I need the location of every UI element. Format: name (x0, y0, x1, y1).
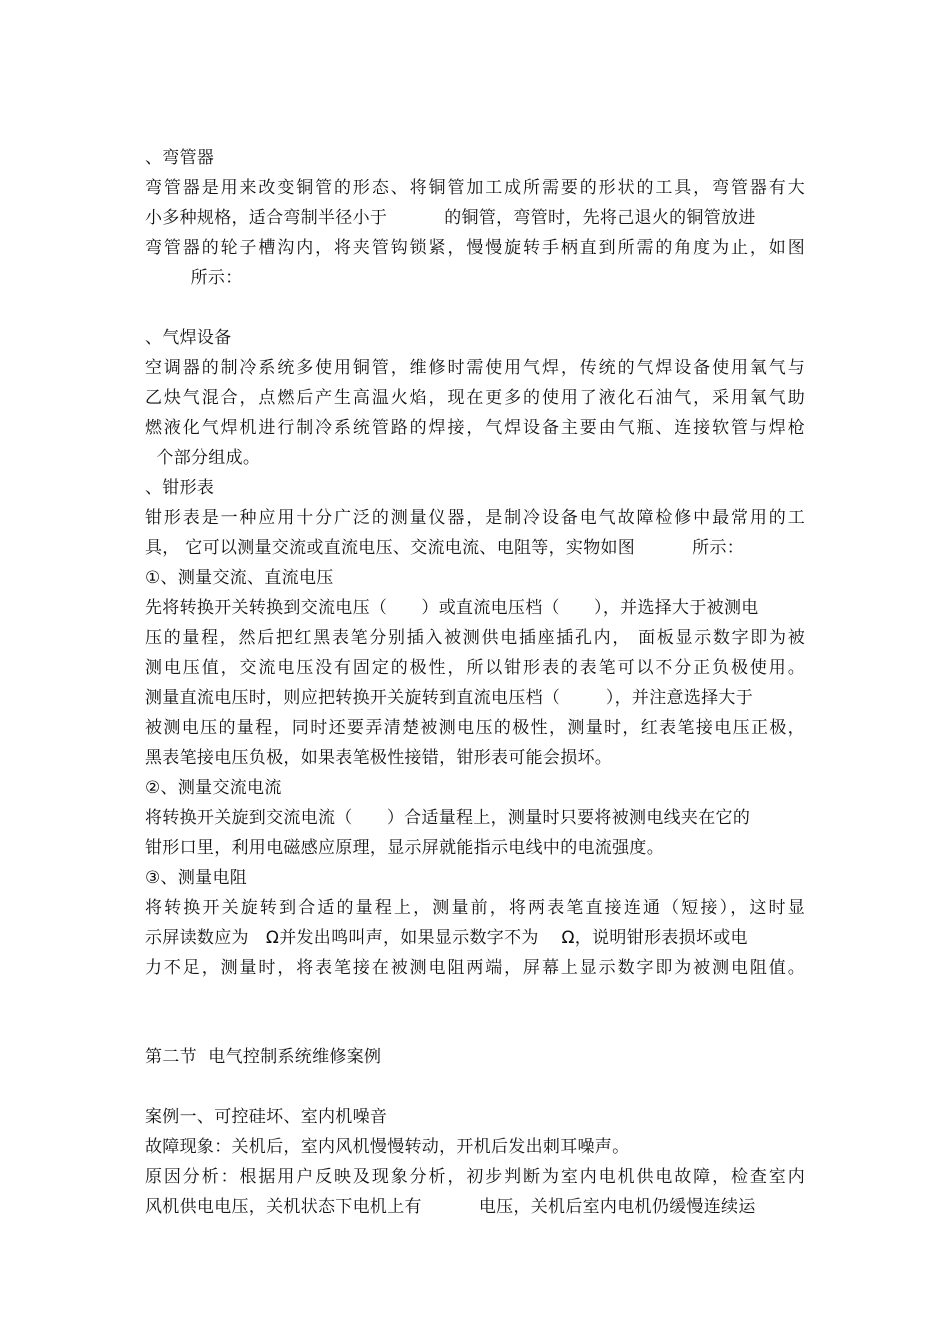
paragraph-line: 将转换开关旋到交流电流（ ）合适量程上，测量时只要将被测电线夹在它的 (145, 808, 751, 828)
paragraph-line: 原因分析：根据用户反映及现象分析，初步判断为室内电机供电故障，检查室内 (145, 1167, 805, 1187)
subheading-current: ②、测量交流电流 (145, 778, 282, 798)
paragraph-line: 测量直流电压时，则应把转换开关旋转到直流电压档（ ），并注意选择大于 (145, 688, 754, 708)
paragraph-line: 燃液化气焊机进行制冷系统管路的焊接，气焊设备主要由气瓶、连接软管与焊枪 (145, 418, 805, 438)
paragraph-line: 所示： (145, 268, 243, 288)
paragraph-line: 压的量程，然后把红黑表笔分别插入被测供电插座插孔内， 面板显示数字即为被 (145, 628, 805, 648)
paragraph-line: 个部分组成。 (145, 448, 261, 468)
paragraph-line: 将转换开关旋转到合适的量程上，测量前，将两表笔直接连通（短接），这时显 (145, 898, 805, 918)
paragraph-line: 黑表笔接电压负极，如果表笔极性接错，钳形表可能会损坏。 (145, 748, 613, 768)
paragraph-line: 测电压值，交流电压没有固定的极性，所以钳形表的表笔可以不分正负极使用。 (145, 658, 805, 678)
section-heading-bender: 、弯管器 (145, 148, 215, 168)
subheading-voltage: ①、测量交流、直流电压 (145, 568, 334, 588)
paragraph-line: 风机供电电压，关机状态下电机上有 电压，关机后室内电机仍缓慢连续运 (145, 1197, 756, 1217)
paragraph-line: 小多种规格，适合弯制半径小于 的铜管，弯管时，先将己退火的铜管放进 (145, 208, 756, 228)
paragraph-line: 空调器的制冷系统多使用铜管，维修时需使用气焊，传统的气焊设备使用氧气与 (145, 358, 805, 378)
case-symptom: 故障现象：关机后，室内风机慢慢转动，开机后发出刺耳噪声。 (145, 1137, 630, 1157)
paragraph-line: 弯管器是用来改变铜管的形态、将铜管加工成所需要的形状的工具，弯管器有大 (145, 178, 805, 198)
paragraph-line: 具， 它可以测量交流或直流电压、交流电流、电阻等，实物如图 所示： (145, 538, 745, 558)
paragraph-line: 乙炔气混合，点燃后产生高温火焰，现在更多的使用了液化石油气，采用氧气助 (145, 388, 805, 408)
paragraph-line: 钳形表是一种应用十分广泛的测量仪器，是制冷设备电气故障检修中最常用的工 (145, 508, 805, 528)
paragraph-line: 钳形口里，利用电磁感应原理，显示屏就能指示电线中的电流强度。 (145, 838, 664, 858)
subheading-resistance: ③、测量电阻 (145, 868, 248, 888)
paragraph-line: 示屏读数应为 Ω并发出鸣叫声，如果显示数字不为 Ω，说明钳形表损坏或电 (145, 928, 748, 948)
chapter-section-title: 第二节 电气控制系统维修案例 (145, 1047, 382, 1067)
paragraph-line: 力不足，测量时，将表笔接在被测电阻两端，屏幕上显示数字即为被测电阻值。 (145, 958, 805, 978)
case-title: 案例一、可控硅坏、室内机噪音 (145, 1107, 388, 1127)
paragraph-line: 弯管器的轮子槽沟内，将夹管钩锁紧，慢慢旋转手柄直到所需的角度为止，如图 (145, 238, 805, 258)
section-heading-clamp-meter: 、钳形表 (145, 478, 215, 498)
section-heading-gas-welding: 、气焊设备 (145, 328, 232, 348)
paragraph-line: 被测电压的量程，同时还要弄清楚被测电压的极性，测量时，红表笔接电压正极， (145, 718, 805, 738)
paragraph-line: 先将转换开关转换到交流电压（ ）或直流电压档（ ），并选择大于被测电 (145, 598, 759, 618)
